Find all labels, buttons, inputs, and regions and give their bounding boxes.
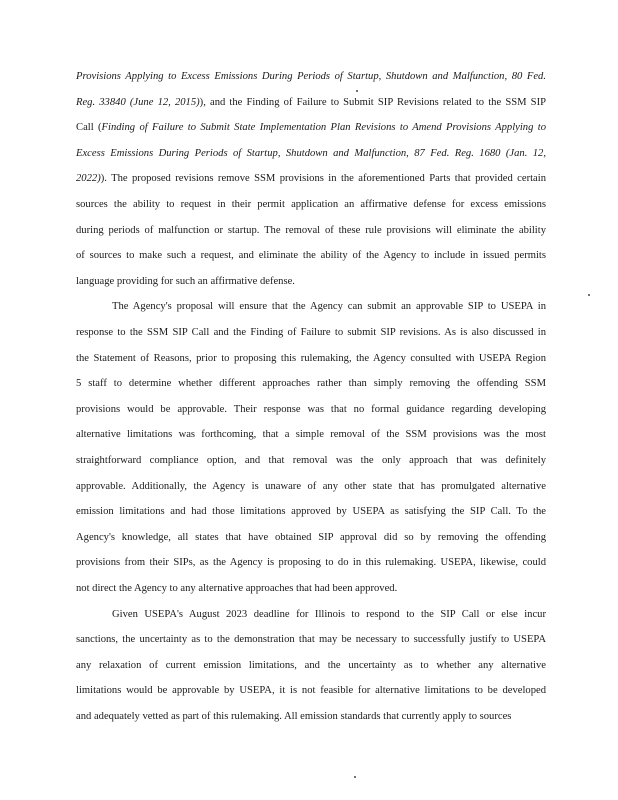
scan-speck bbox=[354, 776, 356, 778]
text-line bbox=[76, 147, 546, 161]
text-line bbox=[76, 582, 546, 596]
text-line bbox=[76, 403, 546, 417]
body-text: language providing for such an affirmative defense. bbox=[76, 275, 295, 287]
text-line bbox=[76, 275, 546, 289]
text-line bbox=[76, 531, 546, 545]
italic-citation-text: Reg. 33840 (June 12, 2015) bbox=[76, 96, 200, 108]
italic-citation-text: 2022) bbox=[76, 173, 101, 185]
body-text: not direct the Agency to any alternative approaches that had been approved. bbox=[76, 583, 398, 594]
text-line bbox=[76, 249, 546, 263]
body-text: sources the ability to request in their permit application an affirmative defense for excess emissions bbox=[76, 199, 546, 210]
italic-citation-text: Finding of Failure to Submit State Implementation Plan Revisions to Amend Provisions Applying to bbox=[101, 122, 546, 134]
italic-citation-text: Provisions Applying to Excess Emissions During Periods of Startup, Shutdown and Malfunction, 80 Fed. bbox=[76, 71, 546, 82]
text-line bbox=[76, 352, 546, 366]
text-line bbox=[76, 480, 546, 494]
body-text: any relaxation of current emission limitations, and the uncertainty as to whether any alternative bbox=[76, 659, 546, 671]
text-line bbox=[76, 198, 546, 212]
body-text: approvable. Additionally, the Agency is unaware of any other state that has promulgated alternative bbox=[76, 480, 546, 492]
body-text: ). The proposed revisions remove SSM provisions in the aforementioned Parts that provided certain bbox=[100, 173, 546, 185]
text-line bbox=[76, 121, 546, 135]
text-line bbox=[76, 556, 546, 570]
body-text: and adequately vetted as part of this rulemaking. All emission standards that currently apply to sources bbox=[76, 711, 512, 722]
text-line bbox=[76, 710, 546, 724]
text-line bbox=[76, 428, 546, 442]
body-text: provisions would be approvable. Their response was that no formal guidance regarding developing bbox=[76, 403, 546, 415]
scan-speck bbox=[356, 90, 358, 92]
body-text: Call ( bbox=[76, 122, 102, 134]
text-line bbox=[76, 326, 546, 340]
text-line bbox=[76, 454, 546, 468]
text-line bbox=[76, 96, 546, 110]
text-line bbox=[76, 659, 546, 673]
text-line bbox=[76, 633, 546, 647]
text-line bbox=[76, 684, 546, 698]
text-line bbox=[76, 224, 546, 238]
body-text: limitations would be approvable by USEPA, it is not feasible for alternative limitations to be developed bbox=[76, 685, 546, 697]
text-line bbox=[76, 70, 546, 84]
body-text: during periods of malfunction or startup. The removal of these rule provisions will eliminate the ability bbox=[76, 224, 546, 236]
scan-speck bbox=[588, 294, 590, 296]
text-line bbox=[76, 172, 546, 186]
body-text: provisions from their SIPs, as the Agency is proposing to do in this rulemaking. USEPA, likewise, could bbox=[76, 557, 546, 569]
text-line bbox=[112, 300, 546, 314]
body-text: Agency's knowledge, all states that have obtained SIP approval did so by removing the offending bbox=[76, 531, 546, 543]
text-line bbox=[76, 377, 546, 391]
body-text: The Agency's proposal will ensure that the Agency can submit an approvable SIP to USEPA in bbox=[112, 301, 546, 313]
body-text: 5 staff to determine whether different approaches rather than simply removing the offending SSM bbox=[76, 378, 546, 390]
body-text: alternative limitations was forthcoming, that a simple removal of the SSM provisions was the most bbox=[76, 429, 546, 441]
body-text: emission limitations and had those limitations approved by USEPA as satisfying the SIP Call. To the bbox=[76, 506, 546, 518]
italic-citation-text: Excess Emissions During Periods of Startup, Shutdown and Malfunction, 87 Fed. Reg. 1680 (Jan. 12, bbox=[76, 147, 546, 159]
body-text: Given USEPA's August 2023 deadline for Illinois to respond to the SIP Call or else incur bbox=[112, 608, 546, 620]
body-text: the Statement of Reasons, prior to proposing this rulemaking, the Agency consulted with USEPA Region bbox=[76, 352, 546, 364]
body-text: response to the SSM SIP Call and the Finding of Failure to submit SIP revisions. As is also discussed in bbox=[76, 327, 546, 338]
text-line bbox=[76, 505, 546, 519]
body-text: straightforward compliance option, and that removal was the only approach that was definitely bbox=[76, 455, 546, 466]
text-line bbox=[112, 608, 546, 622]
body-text: sanctions, the uncertainty as to the demonstration that may be necessary to successfully justify to USEPA bbox=[76, 634, 546, 646]
body-text: of sources to make such a request, and eliminate the ability of the Agency to include in issued permits bbox=[76, 250, 546, 262]
body-text: ), and the Finding of Failure to Submit SIP Revisions related to the SSM SIP bbox=[199, 96, 546, 108]
